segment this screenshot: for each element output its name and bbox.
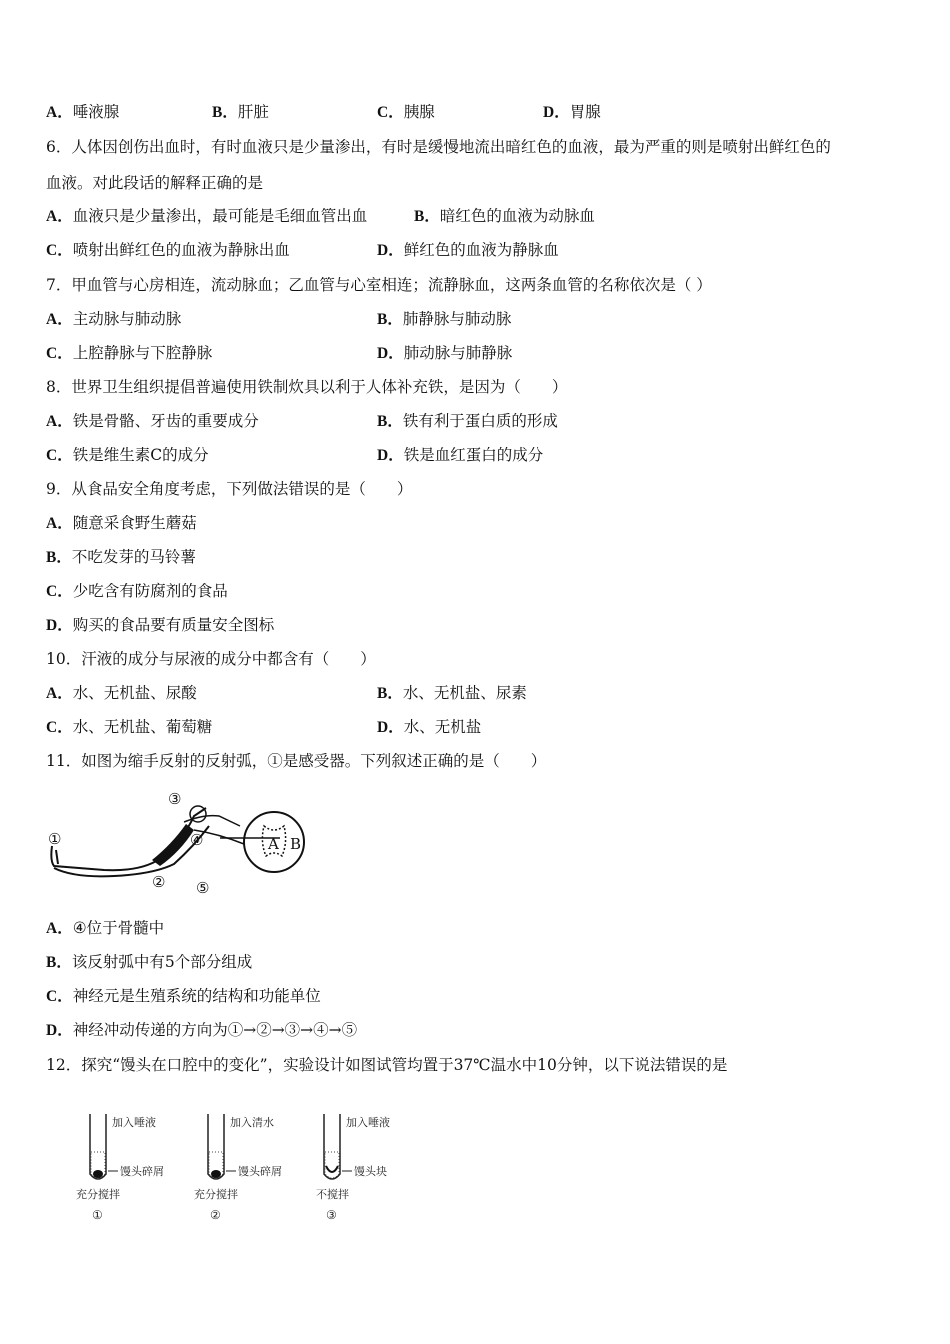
q7-stem: 7．甲血管与心房相连，流动脉血；乙血管与心室相连；流静脉血，这两条血管的名称依次是（ ）: [46, 276, 712, 294]
option-label: A．: [46, 104, 73, 121]
option-text: 水、无机盐、尿素: [402, 684, 527, 702]
tube-bottom-label: 不搅拌: [316, 1188, 349, 1201]
option-text: 血液只是少量渗出，最可能是毛细血管出血: [72, 207, 368, 225]
option-label: B．: [46, 954, 72, 971]
q7-option-c: [46, 343, 212, 364]
option-label: C．: [46, 988, 73, 1005]
option-label: D．: [46, 617, 73, 634]
option-text: 神经冲动传递的方向为①→②→③→④→⑤: [72, 1021, 358, 1039]
option-label: A．: [46, 920, 73, 937]
option-text: 神经元是生殖系统的结构和功能单位: [72, 987, 321, 1005]
tube-outline: [208, 1114, 224, 1179]
q6-option-b: [414, 206, 595, 227]
option-label: A．: [46, 413, 73, 430]
option-text: 购买的食品要有质量安全图标: [72, 616, 275, 634]
option-text: 少吃含有防腐剂的食品: [72, 582, 228, 600]
option-text: 该反射弧中有5个部分组成: [71, 953, 253, 971]
tube-bottom-label: 充分搅拌: [194, 1188, 238, 1201]
tube-solid: [326, 1166, 338, 1172]
option-label: C．: [46, 583, 73, 600]
option-label: A．: [46, 208, 73, 225]
option-label: D．: [46, 1022, 73, 1039]
option-label: C．: [46, 345, 73, 362]
option-label: D．: [543, 104, 570, 121]
q5-option-d: [543, 102, 601, 123]
q9-option-c: [46, 581, 228, 602]
option-text: 水、无机盐、尿酸: [72, 684, 197, 702]
q5-option-c: [377, 102, 435, 123]
option-label: A．: [46, 515, 73, 532]
q8-option-a: [46, 411, 259, 432]
option-label: C．: [46, 719, 73, 736]
q12-stem: 12．探究“馒头在口腔中的变化”，实验设计如图试管均置于37℃温水中10分钟，以下说法错误的是: [46, 1056, 728, 1074]
option-text: 上腔静脉与下腔静脉: [72, 344, 213, 362]
option-text: 水、无机盐: [403, 718, 482, 736]
q10-option-d: [377, 717, 481, 738]
option-text: 暗红色的血液为动脉血: [439, 207, 595, 225]
q10-stem: 10．汗液的成分与尿液的成分中都含有（ ）: [46, 650, 376, 668]
option-text: 铁是血红蛋白的成分: [403, 446, 544, 464]
tube-bottom-label: 充分搅拌: [76, 1188, 120, 1201]
reflex-arc-figure: [44, 786, 314, 898]
q11-option-a: [46, 918, 164, 939]
label-4: ④: [190, 831, 204, 849]
option-text: 胃腺: [569, 103, 601, 121]
q11-stem: 11．如图为缩手反射的反射弧，①是感受器。下列叙述正确的是（ ）: [46, 752, 547, 770]
option-label: B．: [377, 413, 403, 430]
q7-option-d: [377, 343, 512, 364]
option-text: 主动脉与肺动脉: [72, 310, 182, 328]
option-label: B．: [377, 311, 403, 328]
q8-option-b: [377, 411, 558, 432]
tube-solid: [211, 1170, 221, 1178]
option-label: A．: [46, 311, 73, 328]
tube-number: ③: [326, 1208, 337, 1222]
q5-option-b: [212, 102, 269, 123]
tube-top-label: 加入唾液: [346, 1116, 390, 1129]
option-label: D．: [377, 447, 404, 464]
q6-option-d: [377, 240, 559, 261]
q10-option-a: [46, 683, 197, 704]
tube-outline: [324, 1114, 340, 1179]
option-text: 铁是骨骼、牙齿的重要成分: [72, 412, 259, 430]
option-label: C．: [377, 104, 404, 121]
option-label: C．: [46, 242, 73, 259]
label-1: ①: [48, 830, 62, 848]
label-2: ②: [152, 873, 166, 891]
q10-option-b: [377, 683, 527, 704]
option-text: 铁有利于蛋白质的形成: [402, 412, 558, 430]
q9-option-a: [46, 513, 197, 534]
q8-stem: 8．世界卫生组织提倡普遍使用铁制炊具以利于人体补充铁，是因为（ ）: [46, 378, 568, 396]
q6-option-a: [46, 206, 367, 227]
label-3: ③: [168, 790, 182, 808]
option-text: 肺动脉与肺静脉: [403, 344, 513, 362]
q9-stem: 9．从食品安全角度考虑，下列做法错误的是（ ）: [46, 480, 413, 498]
tube-top-label: 加入清水: [230, 1116, 274, 1129]
q6-stem-line1: 6．人体因创伤出血时，有时血液只是少量渗出，有时是缓慢地流出暗红色的血液，最为严重的则是喷射出鲜红色的: [46, 138, 831, 156]
option-text: 铁是维生素C的成分: [72, 446, 209, 464]
q7-option-a: [46, 309, 181, 330]
option-text: 鲜红色的血液为静脉血: [403, 241, 559, 259]
q11-option-b: [46, 952, 252, 973]
option-text: 不吃发芽的马铃薯: [71, 548, 196, 566]
option-label: D．: [377, 242, 404, 259]
q9-option-b: [46, 547, 196, 568]
option-text: ④位于骨髓中: [72, 919, 165, 937]
option-label: B．: [46, 549, 72, 566]
tube-solid: [93, 1170, 103, 1178]
q6-stem-line2: 血液。对此段话的解释正确的是: [46, 174, 264, 192]
tube-side-label: 馒头碎屑: [238, 1165, 282, 1178]
option-text: 随意采食野生蘑菇: [72, 514, 197, 532]
q7-option-b: [377, 309, 511, 330]
option-text: 喷射出鲜红色的血液为静脉出血: [72, 241, 290, 259]
test-tube-figure: [70, 1108, 410, 1226]
option-label: B．: [377, 685, 403, 702]
tube-1: [76, 1114, 164, 1222]
option-text: 唾液腺: [72, 103, 120, 121]
option-text: 肝脏: [237, 103, 269, 121]
q5-option-a: [46, 102, 119, 123]
label-a: A: [268, 835, 279, 853]
tube-outline: [90, 1114, 106, 1179]
option-label: B．: [212, 104, 238, 121]
q11-option-d: [46, 1020, 357, 1041]
tube-side-label: 馒头块: [354, 1165, 387, 1178]
q10-option-c: [46, 717, 212, 738]
label-b: B: [290, 835, 302, 853]
q8-option-d: [377, 445, 543, 466]
option-text: 胰腺: [403, 103, 435, 121]
option-text: 肺静脉与肺动脉: [402, 310, 512, 328]
tube-liquid: [325, 1152, 339, 1178]
muscle-shape: [152, 824, 194, 866]
option-label: C．: [46, 447, 73, 464]
label-5: ⑤: [196, 879, 210, 897]
option-label: D．: [377, 719, 404, 736]
q6-option-c: [46, 240, 290, 261]
option-label: B．: [414, 208, 440, 225]
q11-option-c: [46, 986, 321, 1007]
tube-3: [316, 1114, 390, 1222]
q9-option-d: [46, 615, 274, 636]
tube-2: [194, 1114, 282, 1222]
option-label: D．: [377, 345, 404, 362]
option-text: 水、无机盐、葡萄糖: [72, 718, 213, 736]
tube-number: ①: [92, 1208, 103, 1222]
tube-top-label: 加入唾液: [112, 1116, 156, 1129]
option-label: A．: [46, 685, 73, 702]
tube-number: ②: [210, 1208, 221, 1222]
arm-drawing: [51, 808, 209, 876]
q8-option-c: [46, 445, 209, 466]
tube-side-label: 馒头碎屑: [120, 1165, 164, 1178]
